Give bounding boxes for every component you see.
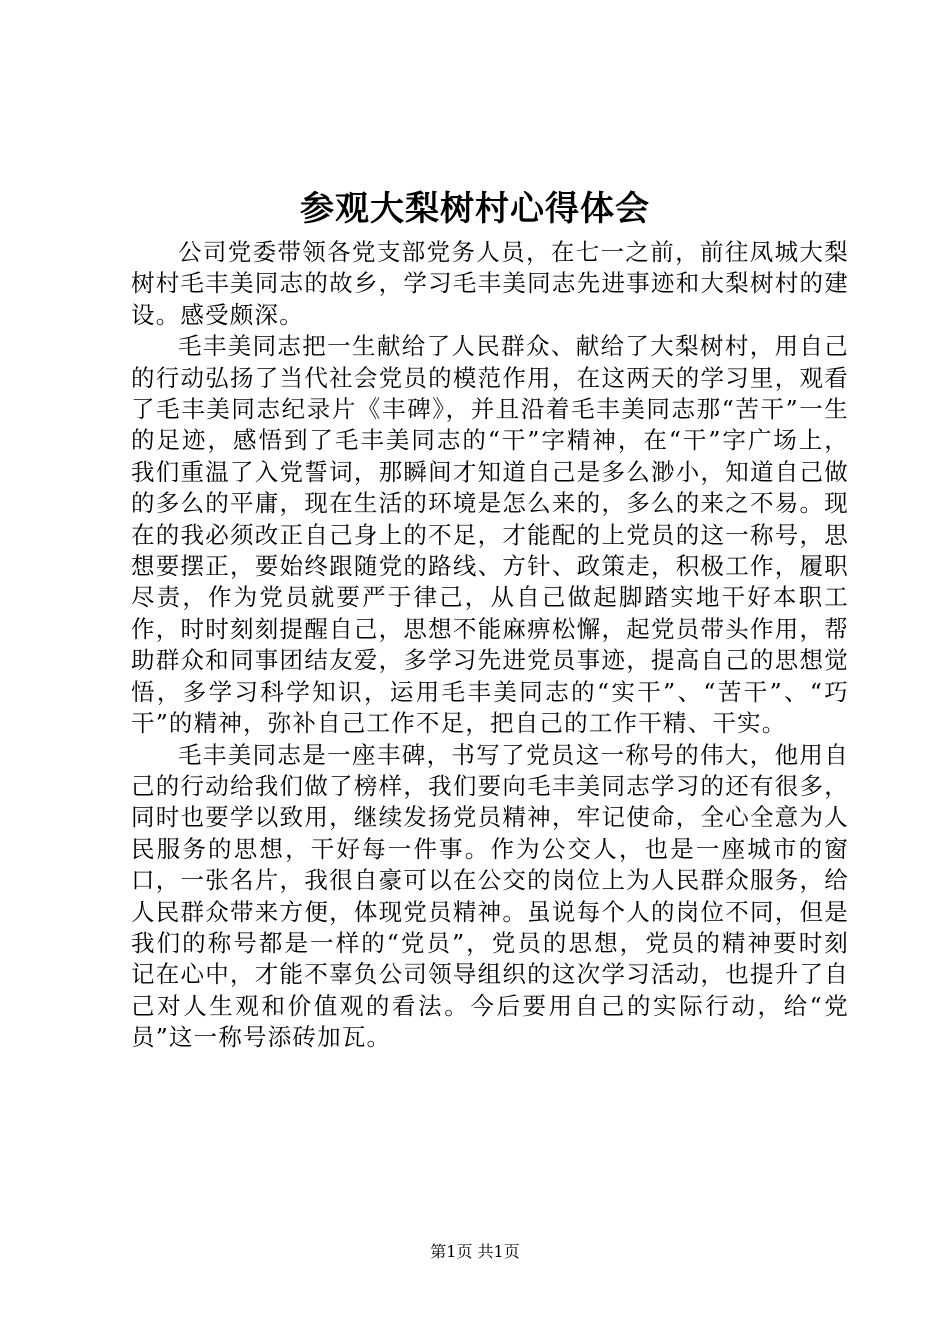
paragraph-conclusion: 毛丰美同志是一座丰碑，书写了党员这一称号的伟大，他用自己的行动给我们做了榜样，我们要向毛丰美同志学习的还有很多，同时也要学以致用，继续发扬党员精神，牢记使命，全心全意为人民服务的思想，干好每一件事。作为公交人，也是一座城市的窗口，一张名片，我很自豪可以在公交的岗位上为人民群众服务，给人民群众带来方便，体现党员精神。虽说每个人的岗位不同，但是我们的称号都是一样的“党员”，党员的思想，党员的精神要时刻记在心中，才能不辜负公司领导组织的这次学习活动，也提升了自己对人生观和价值观的看法。今后要用自己的实际行动，给“党员”这一称号添砖加瓦。 bbox=[131, 740, 849, 1052]
document-body bbox=[131, 237, 849, 1054]
paragraph-intro: 公司党委带领各党支部党务人员，在七一之前，前往凤城大梨树村毛丰美同志的故乡，学习毛丰美同志先进事迹和大梨树村的建设。感受颇深。 bbox=[131, 238, 849, 329]
paragraph-reflection: 毛丰美同志把一生献给了人民群众、献给了大梨树村，用自己的行动弘扬了当代社会党员的模范作用，在这两天的学习里，观看了毛丰美同志纪录片《丰碑》，并且沿着毛丰美同志那“苦干”一生的足迹，感悟到了毛丰美同志的“干”字精神，在“干”字广场上，我们重温了入党誓词，那瞬间才知道自己是多么渺小，知道自己做的多么的平庸，现在生活的环境是怎么来的，多么的来之不易。现在的我必须改正自己身上的不足，才能配的上党员的这一称号，思想要摆正，要始终跟随党的路线、方针、政策走，积极工作，履职尽责，作为党员就要严于律己，从自己做起脚踏实地干好本职工作，时时刻刻提醒自己，思想不能麻痹松懈，起党员带头作用，帮助群众和同事团结友爱，多学习先进党员事迹，提高自己的思想觉悟，多学习科学知识，运用毛丰美同志的“实干”、“苦干”、“巧干”的精神，弥补自己工作不足，把自己的工作干精、干实。 bbox=[131, 332, 849, 738]
page-number-footer: 第1页 共1页 bbox=[430, 1242, 520, 1261]
page-title: 参观大梨树村心得体会 bbox=[300, 189, 650, 229]
